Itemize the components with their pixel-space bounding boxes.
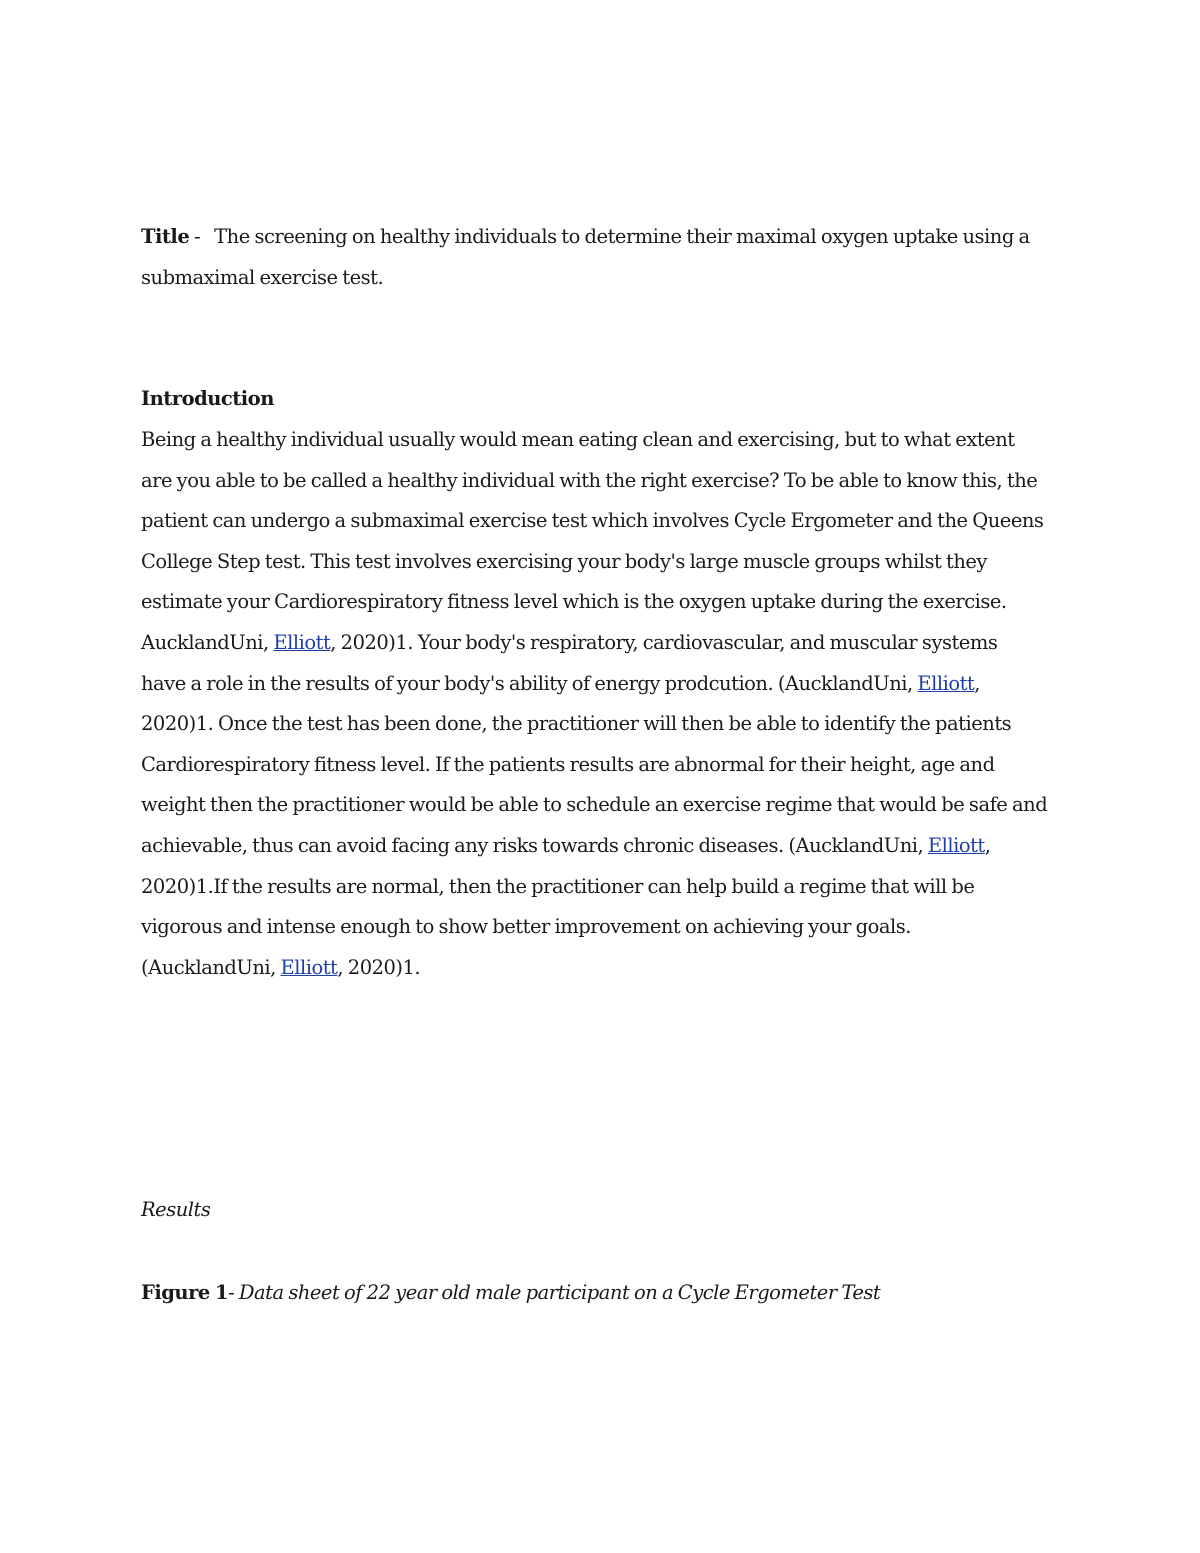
intro-line: Being a healthy individual usually would mean eating clean and exercising, but to what extent [141,428,1015,451]
figure-caption-text: Data sheet of 22 year old male participant on a Cycle Ergometer Test [238,1281,881,1304]
intro-text: achievable, thus can avoid facing any risks towards chronic diseases. (AucklandUni, [141,833,928,857]
intro-line [141,623,1071,664]
intro-line: 2020)1.If the results are normal, then the practitioner can help build a regime that will be [141,874,975,898]
intro-line: are you able to be called a healthy individual with the right exercise? To be able to know this, the [141,468,1038,492]
intro-text: have a role in the results of your body's ability of energy prodcution. (AucklandUni, [141,671,918,695]
intro-line: weight then the practitioner would be able to schedule an exercise regime that would be safe and [141,793,1048,817]
results-heading-text: Results [141,1198,211,1221]
intro-line: estimate your Cardiorespiratory fitness level which is the oxygen uptake during the exercise. [141,590,1007,614]
intro-line: College Step test. This test involves exercising your body's large muscle groups whilst they [141,549,987,573]
figure-label: Figure 1 [141,1281,229,1304]
figure-1-caption [141,1273,1071,1314]
results-heading [141,1190,1071,1231]
title-text: The screening on healthy individuals to determine their maximal oxygen uptake using a [214,225,1030,248]
elliott-citation-link[interactable]: Elliott [273,630,331,654]
intro-text: (AucklandUni, [141,955,281,979]
intro-line: Cardiorespiratory fitness level. If the patients results are abnormal for their height, age and [141,752,995,776]
intro-line: vigorous and intense enough to show better improvement on achieving your goals. [141,915,911,939]
intro-text: , [984,833,991,857]
intro-line [141,826,1071,867]
intro-text: AucklandUni, [141,630,274,654]
title-label: Title [141,225,190,248]
introduction-heading [141,379,1071,420]
introduction-heading-text: Introduction [141,387,274,410]
elliott-citation-link[interactable]: Elliott [917,671,975,695]
title-line-2: submaximal exercise test. [141,265,384,289]
introduction-body [141,420,1071,988]
figure-separator: - [228,1281,239,1304]
intro-text: , 2020)1. Your body's respiratory, cardiovascular, and muscular systems [330,630,998,654]
title-section [141,217,1071,298]
intro-line: 2020)1. Once the test has been done, the practitioner will then be able to identify the patients [141,712,1012,736]
intro-line [141,664,1071,705]
elliott-citation-link[interactable]: Elliott [927,833,985,857]
intro-text: , [974,671,980,695]
intro-line: patient can undergo a submaximal exercise test which involves Cycle Ergometer and the Queens [141,509,1044,533]
intro-text: , 2020)1. [337,955,421,979]
elliott-citation-link[interactable]: Elliott [280,955,338,979]
title-line-1 [141,217,1071,258]
figure-caption-line [141,1273,1071,1314]
title-separator: - [189,225,205,248]
intro-line [141,948,1071,989]
